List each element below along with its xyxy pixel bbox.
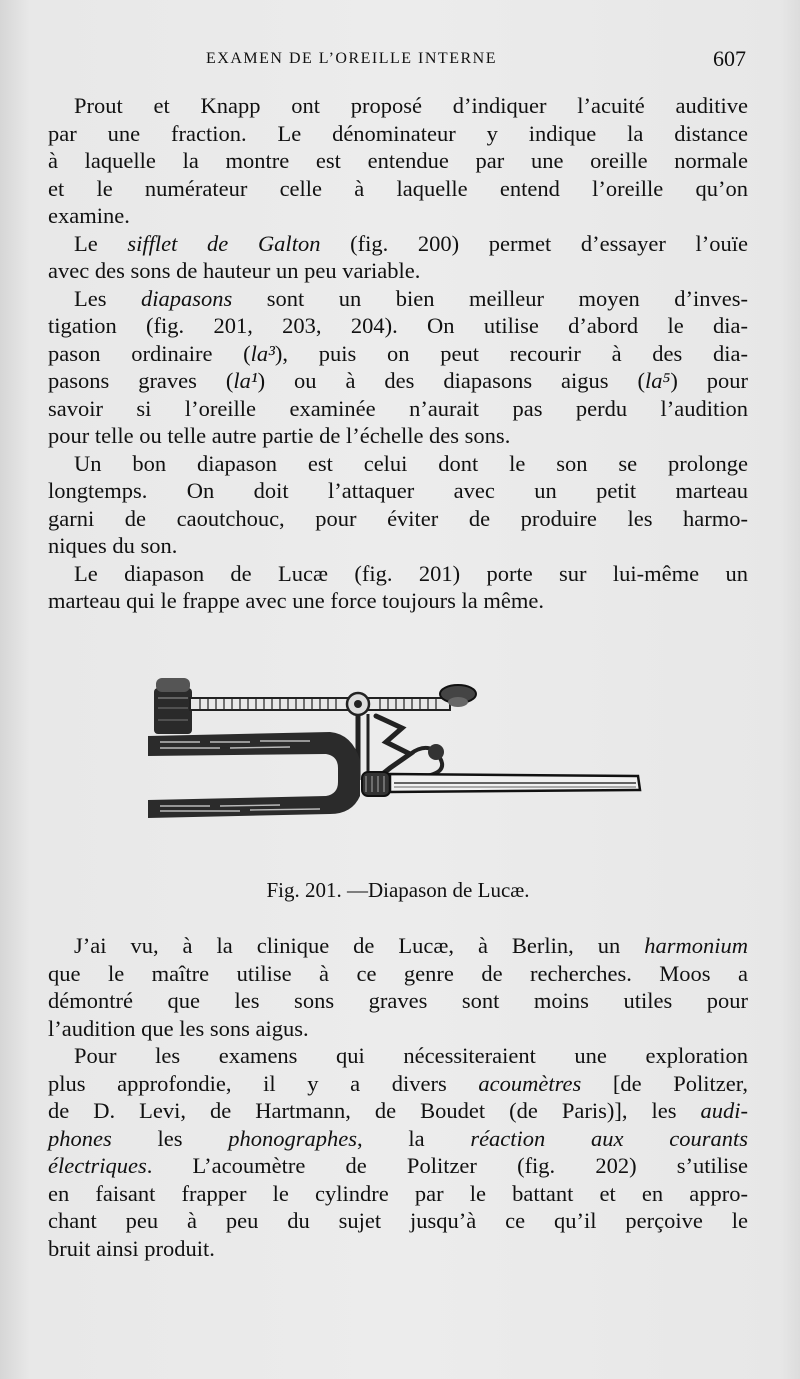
text-block-2 <box>48 932 748 1262</box>
text-segment: pour telle ou telle autre partie de l’échelle des sons. <box>48 423 511 448</box>
text-segment: ) ou à des diapasons aigus ( <box>257 368 645 393</box>
graduated-rod <box>190 685 476 715</box>
italic-text: la⁵ <box>644 368 671 393</box>
text-line <box>48 1125 748 1153</box>
italic-text: diapasons <box>141 285 233 311</box>
text-segment: bruit ainsi produit. <box>48 1235 215 1261</box>
text-segment: les <box>111 1125 229 1151</box>
running-header <box>48 46 748 76</box>
text-line <box>48 92 748 120</box>
text-line <box>48 932 748 960</box>
text-line <box>48 367 748 395</box>
text-segment: démontré que les sons graves sont moins utiles pour <box>48 988 748 1013</box>
italic-text: sifflet de Galton <box>127 230 321 256</box>
italic-text: acoumètres <box>478 1070 582 1096</box>
text-line <box>48 202 748 230</box>
text-segment: en faisant frapper le cylindre par le battant et en appro- <box>48 1180 748 1206</box>
text-line <box>48 422 748 450</box>
text-line <box>48 147 748 175</box>
text-segment: tigation (fig. 201, 203, 204). On utilise d’abord le dia- <box>48 313 748 338</box>
text-line <box>48 1180 748 1208</box>
text-line <box>48 1070 748 1098</box>
text-segment: Un bon diapason est celui dont le son se prolonge <box>74 450 748 476</box>
text-line <box>48 560 748 588</box>
text-line <box>48 340 748 368</box>
text-line <box>48 285 748 313</box>
text-line <box>48 1152 748 1180</box>
text-segment: Le <box>74 230 128 256</box>
text-line <box>48 1015 748 1043</box>
italic-text: la¹ <box>233 368 258 393</box>
italic-text: phonographes <box>228 1125 357 1151</box>
text-segment: niques du son. <box>48 533 178 558</box>
text-segment: à laquelle la montre est entendue par une oreille normale <box>48 148 748 173</box>
text-segment: pasons graves ( <box>48 368 234 393</box>
text-line <box>48 1097 748 1125</box>
text-line <box>48 230 748 258</box>
text-line <box>48 987 748 1015</box>
text-line <box>48 257 748 285</box>
text-segment: pason ordinaire ( <box>48 340 251 366</box>
text-segment: J’ai vu, à la clinique de Lucæ, à Berlin, un <box>74 933 645 958</box>
text-segment: par une fraction. Le dénominateur y indique la distance <box>48 120 748 146</box>
text-segment: ), puis on peut recourir à des dia- <box>274 340 748 366</box>
text-block-1 <box>48 92 748 615</box>
hammer-head <box>154 678 192 734</box>
text-line <box>48 120 748 148</box>
italic-text: harmonium <box>644 933 748 958</box>
text-segment: avec des sons de hauteur un peu variable. <box>48 258 421 283</box>
text-segment: chant peu à peu du sujet jusqu’à ce qu’il perçoive le <box>48 1208 748 1233</box>
text-segment: , la <box>356 1125 471 1151</box>
text-segment: . L’acoumètre de Politzer (fig. 202) s’utilise <box>146 1153 748 1178</box>
text-line <box>48 532 748 560</box>
header-title: EXAMEN DE L’OREILLE INTERNE <box>206 50 497 67</box>
text-segment: garni de caoutchouc, pour éviter de produire les harmo- <box>48 505 748 531</box>
fork-prongs <box>148 732 360 818</box>
text-line <box>48 395 748 423</box>
text-segment: Le diapason de Lucæ (fig. 201) porte sur lui-même un <box>74 560 748 586</box>
text-segment: de D. Levi, de Hartmann, de Boudet (de Paris)], les <box>48 1098 701 1123</box>
text-line <box>48 505 748 533</box>
text-segment: marteau qui le frappe avec une force toujours la même. <box>48 588 545 613</box>
text-line <box>48 960 748 988</box>
text-line <box>48 477 748 505</box>
spring-mechanism <box>358 714 444 780</box>
fork-stem <box>362 772 640 796</box>
tuning-fork-illustration <box>140 668 650 828</box>
text-segment: l’audition que les sons aigus. <box>48 1015 309 1041</box>
page-number: 607 <box>713 46 746 71</box>
text-segment: examine. <box>48 203 130 228</box>
text-line <box>48 1207 748 1235</box>
text-segment: Les <box>74 285 141 311</box>
text-line <box>48 1235 748 1263</box>
text-segment: ) pour <box>670 368 748 393</box>
italic-text: phones <box>48 1125 112 1151</box>
text-line <box>48 175 748 203</box>
figure-caption: Fig. 201. —Diapason de Lucæ. <box>266 878 530 902</box>
text-segment: que le maître utilise à ce genre de recherches. Moos a <box>48 960 748 986</box>
text-line <box>48 312 748 340</box>
italic-text: électriques <box>48 1153 147 1178</box>
text-line <box>48 587 748 615</box>
text-segment: plus approfondie, il y a divers <box>48 1070 479 1096</box>
italic-text: réaction aux courants <box>470 1125 748 1151</box>
text-segment: [de Politzer, <box>581 1070 748 1096</box>
text-segment: sont un bien meilleur moyen d’inves- <box>232 285 748 311</box>
text-segment: Pour les examens qui nécessiteraient une exploration <box>74 1043 748 1068</box>
text-segment: savoir si l’oreille examinée n’aurait pas perdu l’audition <box>48 395 748 421</box>
text-segment: Prout et Knapp ont proposé d’indiquer l’acuité auditive <box>74 93 748 118</box>
text-line <box>48 450 748 478</box>
italic-text: la³ <box>250 340 275 366</box>
text-segment: et le numérateur celle à laquelle entend l’oreille qu’on <box>48 175 748 201</box>
italic-text: audi- <box>700 1098 748 1123</box>
text-segment: longtemps. On doit l’attaquer avec un petit marteau <box>48 478 748 503</box>
text-line <box>48 1042 748 1070</box>
text-segment: (fig. 200) permet d’essayer l’ouïe <box>320 230 748 256</box>
